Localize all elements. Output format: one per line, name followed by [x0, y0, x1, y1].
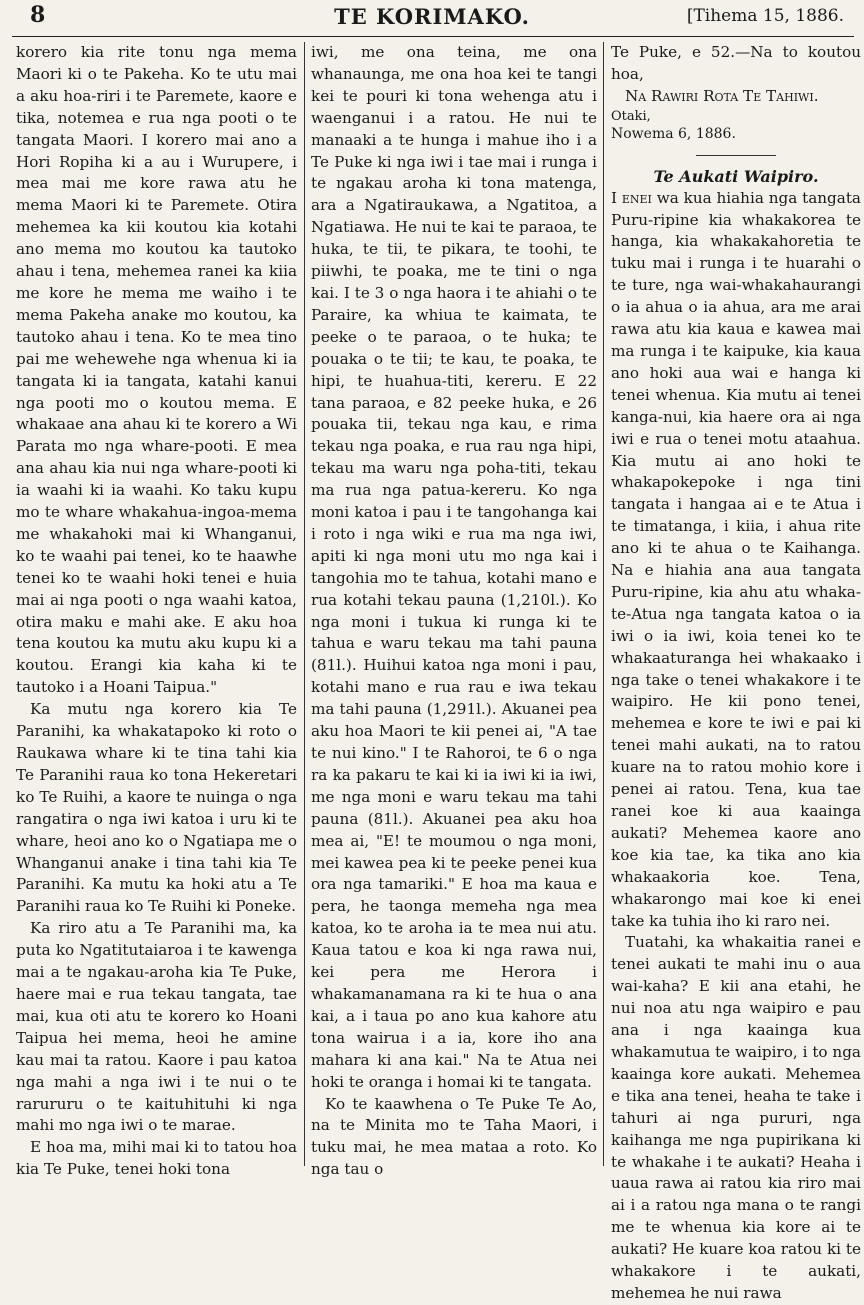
- paragraph: [611, 188, 861, 933]
- paragraph: korero kia rite tonu nga mema Maori ki o te Pakeha. Ko te utu mai a aku hoa-riri i te Paremete, kaore e tika, notemea e rua nga pooti o te tangata Maori. I korero mai ano a Hori Ropiha ki a au i Wurupere, i mea mai me kore rawa atu he mema Maori ki te Paremete. Otira mehemea ka kii koutou kia kotahi ano mema mo koutou ka tautoko ahau i tena, mehemea ranei ka kiia me kore he mema me waiho i te mema Pakeha anake mo koutou, ka tautoko ahau i tena. Ko te mea tino pai me wehewehe nga whenua ki ia tangata ki ia tangata, katahi kanui nga pooti mo o koutou mema. E whakaae ana ahau ki te korero a Wi Parata mo nga whare-pooti. E mea ana ahau kia nui nga whare-pooti ki ia waahi ki ia waahi. Ko taku kupu mo te whare whakahua-ingoa-mema me whakahoki mai ki Whanganui, ko te waahi pai tenei, ko te haawhe tenei ko te waahi hoki tenei e huia mai ai nga pooti o nga waahi katoa, otira maku e mahi ake. E aku hoa tena koutou ka mutu aku kupu ki a koutou. Erangi kia kaha ki te tautoko i a Hoani Taipua.": [16, 43, 297, 697]
- paragraph-text: wa kua hiahia nga tangata Puru-ripine kia whakakorea te hanga, kia whakakahoretia te tuku mai i runga i te huarahi o te ture, nga wai-whakahaurangi o ia ahua o ia ahua, ara me arai rawa atu kia kaua e kawea mai ma runga i te kaipuke, kia kaua ano hoki aua wai e hanga ki tenei whenua. Kia mutu ai tenei kanga-nui, kia haere ora ai nga iwi e rua o tenei motu ataahua. Kia mutu ai ano hoki te whakapokepoke i nga tini tangata i hangaa ai e te Atua i te timatanga, i kiia, i ahua rite ano ki te ahua o te Kaihanga. Na e hiahia ana aua tangata Puru-ripine, kia ahu atu whaka-te-Atua nga tangata katoa o ia iwi o ia iwi, koia tenei ko te whakaaturanga hei whakaako i nga take o tenei whakakore i te waipiro. He kii pono tenei, mehemea e kore te iwi e pai ki tenei mahi aukati, na to ratou kuare na to ratou mohio kore i penei ai ratou. Tena, kua tae ranei koe ki aua kaainga aukati? Mehemea kaore ano koe kia tae, ka tika ano kia whakaakoria koe. Tena, whakarongo mai koe ki enei take ka tuhia iho ki raro nei.: [611, 188, 861, 930]
- column-2: [311, 42, 597, 1179]
- column-divider: [304, 42, 305, 1166]
- paragraph: Ka mutu nga korero kia Te Paranihi, ka whakatapoko ki roto o Raukawa whare ki te tina tahi kia Te Paranihi raua ko tona Hekeretari ko Te Ruihi, a kaore te nuinga o nga rangatira o nga iwi katoa i uru ki te whare, heoi ano ko o Ngatiapa me o Whanganui anake i tina tahi kia Te Paranihi. Ka mutu ka hoki atu a Te Paranihi raua ko Te Ruihi ki Poneke.: [16, 700, 297, 916]
- opening-word: I enei: [611, 188, 652, 207]
- letter-place: Otaki,: [611, 108, 651, 124]
- column-1: [16, 42, 297, 1179]
- header-rule: [12, 36, 854, 37]
- page-number: 8: [30, 2, 46, 28]
- column-divider: [603, 42, 604, 1166]
- letter-signature: Na Rawiri Rota Te Tahiwi.: [625, 86, 819, 105]
- paragraph: Tuatahi, ka whakaitia ranei e tenei aukati te mahi inu o aua wai-kaha? E kii ana etahi, he nui noa atu nga waipiro e pau ana i nga kaainga kua whakamutua te waipiro, i to nga kaainga kore aukati. Mehemea e tika ana tenei, heaha te take i tahuri ai nga pururi, nga kaihanga me nga pupirikana ki te whakahe i te aukati? Heaha i uaua rawa ai ratou kia riro mai ai i a ratou nga mana o te rangi me te whenua kia kore ai te aukati? He kuare koa ratou ki te whakakore i te aukati, mehemea he nui rawa: [611, 933, 861, 1302]
- paragraph: Ka riro atu a Te Paranihi ma, ka puta ko Ngatitutaiaroa i te kawenga mai a te ngakau-aroha kia Te Puke, haere mai e rua tekau tangata, tae mai, kua oti atu te korero ko Hoani Taipua hei mema, heoi he amine kau mai ta ratou. Kaore i pau katoa nga mahi a nga iwi i te nui o te rarururu o te kaituhituhi ki nga mahi mo nga iwi o te marae.: [16, 919, 297, 1135]
- page-header: [0, 0, 864, 38]
- letter-date: Nowema 6, 1886.: [611, 125, 736, 142]
- letter-closing: Te Puke, e 52.—Na to koutou hoa,: [611, 43, 861, 83]
- paragraph: E hoa ma, mihi mai ki to tatou hoa kia Te Puke, tenei hoki tona: [16, 1138, 297, 1179]
- issue-date: [Tihema 15, 1886.: [686, 6, 844, 26]
- column-3: [611, 42, 861, 1302]
- paragraph: iwi, me ona teina, me ona whanaunga, me ona hoa kei te tangi kei te pouri ki tona wehenga atu i waenganui i a ratou. He nui te manaaki a te hunga i mahue iho i a Te Puke ki nga iwi i tae mai i runga i te ngakau aroha ki tona matenga, ara a Ngatiraukawa, a Ngatitoa, a Ngatiawa. He nui te kai te paraoa, te huka, te tii, te pikara, te toohi, te piiwhi, te poaka, me te tini o nga kai. I te 3 o nga haora i te ahiahi o te Paraire, ka whiua te kaimata, te peeke o te paraoa, o te huka; te pouaka o te tii; te kau, te poaka, te hipi, te huahua-titi, kereru. E 22 tana paraoa, e 82 peeke huka, e 26 pouaka tii, tekau nga kau, e rima tekau nga poaka, e rua rau nga hipi, tekau ma waru nga poha-titi, tekau ma rua nga patua-kereru. Ko nga moni katoa i pau i te tangohanga kai i roto i nga wiki e rua ma nga iwi, apiti ki nga moni utu mo nga kai i tangohia mo te tahua, kotahi mano e rua kotahi tekau pauna (1,210l.). Ko nga moni i tukua ki runga ki te tahua e waru tekau ma tahi pauna (81l.). Huihui katoa nga moni i pau, kotahi mano e rua rau e iwa tekau ma tahi pauna (1,291l.). Akuanei pea aku hoa Maori te kii penei ai, "A tae te nui kino." I te Rahoroi, te 6 o nga ra ka pakaru te kai ki ia iwi ki ia iwi, me nga moni e waru tekau ma tahi pauna (81l.). Akuanei pea aku hoa mea ai, "E! te moumou o nga moni, mei kawea pea ki te peeke penei kua ora nga tamariki." E hoa ma kaua e pera, he taonga memeha nga mea katoa, ko te aroha ia te mea nui atu. Kaua tatou e koa ki nga rawa nui, kei pera me Herora i whakamanamana ra ki te hua o ana kai, a i taua po ano kua kahore atu tona wairua i a ia, kore iho ana mahara ki ana kai." Na te Atua nei hoki te oranga i homai ki te tangata.: [311, 43, 597, 1091]
- paragraph: Ko te kaawhena o Te Puke Te Ao, na te Minita mo te Taha Maori, i tuku mai, he mea mataa a roto. Ko nga tau o: [311, 1094, 597, 1179]
- section-title: Te Aukati Waipiro.: [653, 166, 819, 186]
- section-divider: [696, 155, 776, 156]
- paper-title: TE KORIMAKO.: [334, 4, 530, 29]
